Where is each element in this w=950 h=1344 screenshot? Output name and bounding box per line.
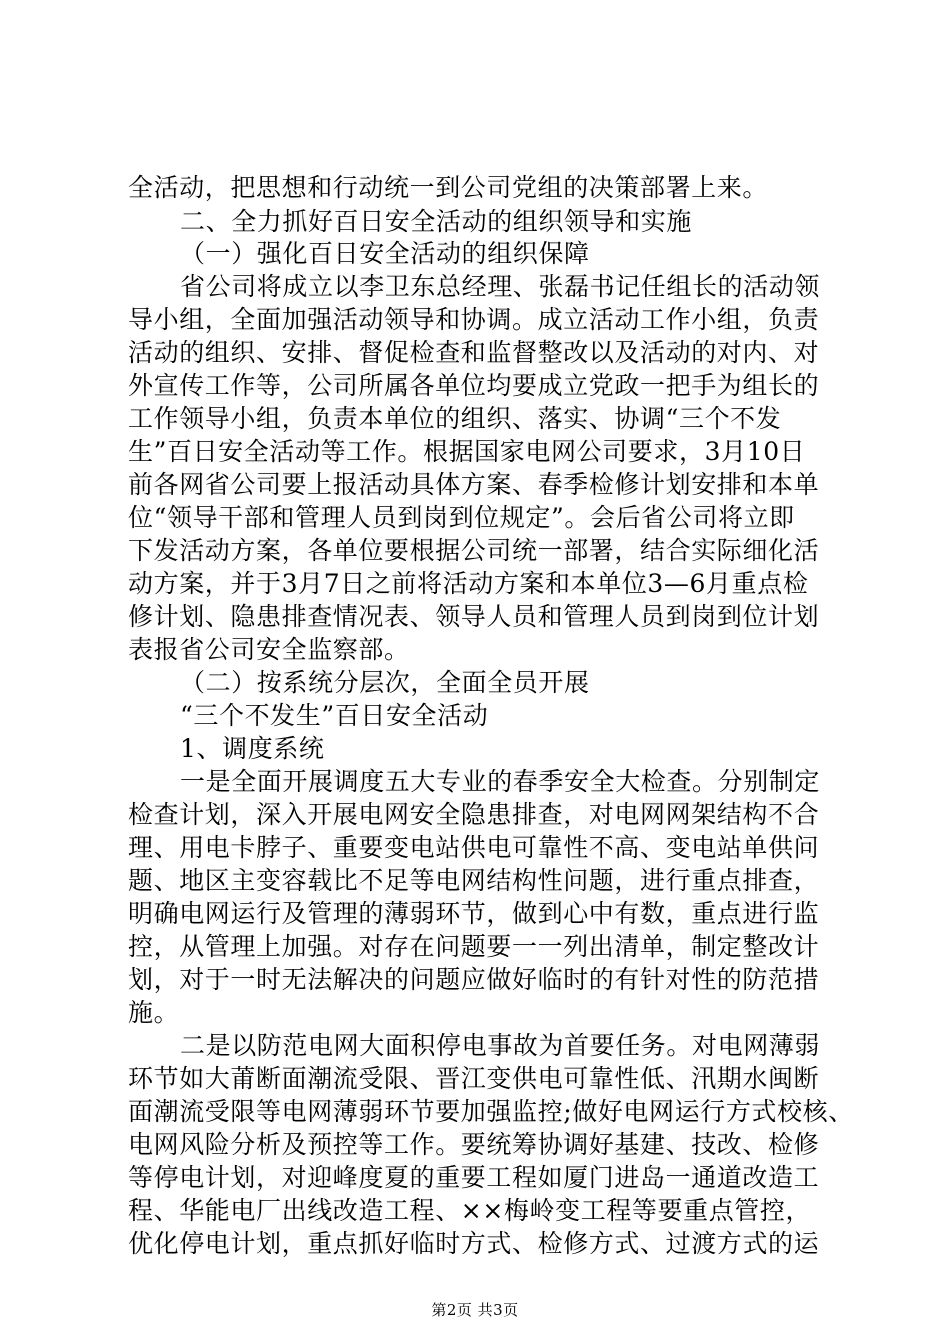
subsection-heading: “三个不发生”百日安全活动 [180,701,489,730]
section-heading: 二、全力抓好百日安全活动的组织领导和实施 [180,207,693,236]
subsection-heading: （二）按系统分层次，全面全员开展 [180,668,590,697]
paragraph-line: 省公司将成立以李卫东总经理、张磊书记任组长的活动领 [180,272,821,301]
paragraph-line: 修计划、隐患排查情况表、领导人员和管理人员到岗到位计划 [128,602,820,631]
item-heading: 1、调度系统 [180,734,325,763]
paragraph-line: 二是以防范电网大面积停电事故为首要任务。对电网薄弱 [180,1031,821,1060]
paragraph-line: 控，从管理上加强。对存在问题要一一列出清单，制定整改计 [128,932,820,961]
paragraph-line: 下发活动方案，各单位要根据公司统一部署，结合实际细化活 [128,536,820,565]
paragraph-line: 外宣传工作等，公司所属各单位均要成立党政一把手为组长的 [128,371,820,400]
paragraph-line: 导小组，全面加强活动领导和协调。成立活动工作小组，负责 [128,305,820,334]
subsection-heading: （一）强化百日安全活动的组织保障 [180,239,590,268]
paragraph-line: 等停电计划，对迎峰度夏的重要工程如厦门进岛一通道改造工 [128,1163,820,1192]
paragraph-line: 程、华能电厂出线改造工程、××梅岭变工程等要重点管控， [128,1196,812,1225]
paragraph-line: 生”百日安全活动等工作。根据国家电网公司要求，3月10日 [128,437,806,466]
paragraph-line: 前各网省公司要上报活动具体方案、春季检修计划安排和本单 [128,470,820,499]
paragraph-line: 活动的组织、安排、督促检查和监督整改以及活动的对内、对 [128,338,820,367]
paragraph-line: 环节如大莆断面潮流受限、晋江变供电可靠性低、汛期水闽断 [128,1064,820,1093]
paragraph-line: 表报省公司安全监察部。 [128,635,410,664]
paragraph-line: 优化停电计划，重点抓好临时方式、检修方式、过渡方式的运 [128,1229,820,1258]
paragraph-line: 题、地区主变容载比不足等电网结构性问题，进行重点排查， [128,866,820,895]
paragraph-line: 理、用电卡脖子、重要变电站供电可靠性不高、变电站单供问 [128,833,820,862]
paragraph-line: 电网风险分析及预控等工作。要统筹协调好基建、技改、检修 [128,1130,820,1159]
page-number: 第2页 共3页 [431,1301,519,1319]
paragraph-line: 一是全面开展调度五大专业的春季安全大检查。分别制定 [180,767,821,796]
paragraph-line: 施。 [128,998,180,1027]
paragraph-line: 动方案，并于3月7日之前将活动方案和本单位3—6月重点检 [128,569,809,598]
paragraph-line: 面潮流受限等电网薄弱环节要加强监控;做好电网运行方式校核、 [128,1097,854,1126]
paragraph-line: 位“领导干部和管理人员到岗到位规定”。会后省公司将立即 [128,503,795,532]
paragraph-line: 明确电网运行及管理的薄弱环节，做到心中有数，重点进行监 [128,899,820,928]
paragraph-line: 全活动，把思想和行动统一到公司党组的决策部署上来。 [128,173,769,202]
paragraph-line: 划，对于一时无法解决的问题应做好临时的有针对性的防范措 [128,965,820,994]
paragraph-line: 检查计划，深入开展电网安全隐患排查，对电网网架结构不合 [128,800,820,829]
paragraph-line: 工作领导小组，负责本单位的组织、落实、协调“三个不发 [128,404,782,433]
